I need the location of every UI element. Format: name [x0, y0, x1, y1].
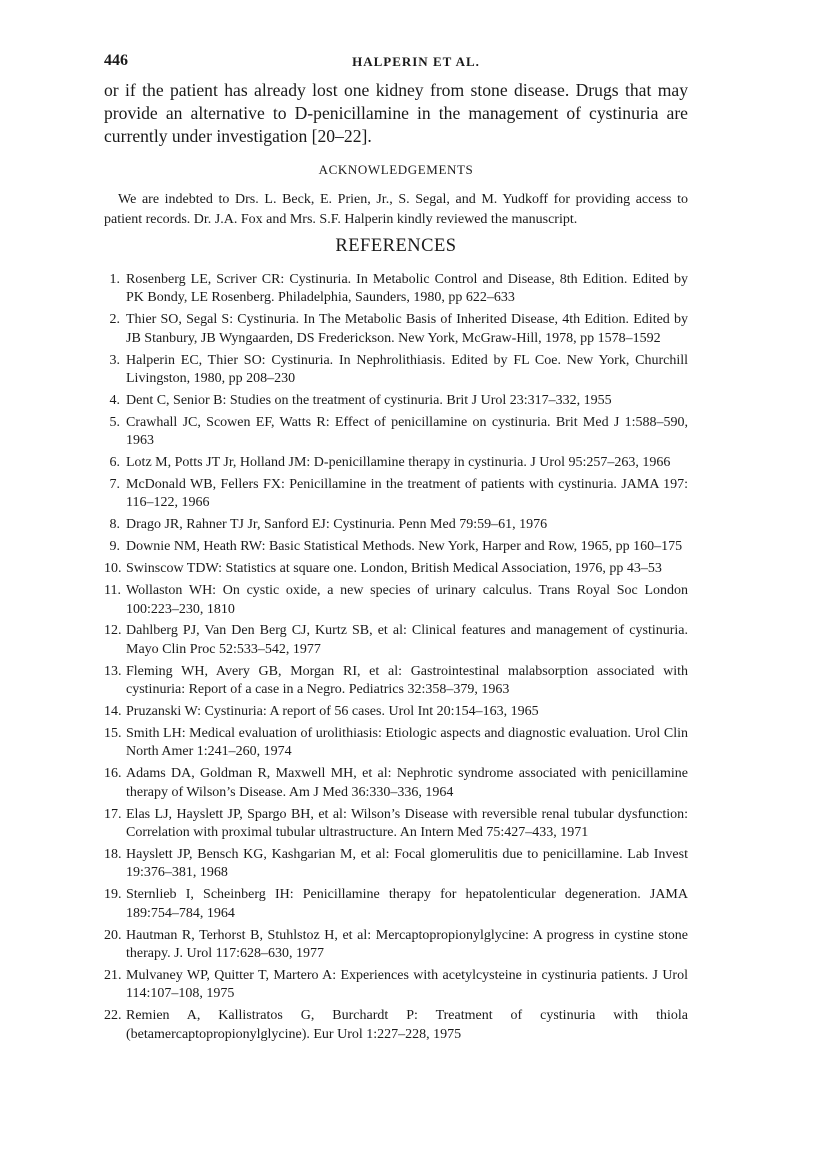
reference-number: 20.: [104, 927, 122, 943]
reference-number: 8.: [109, 517, 120, 533]
acknowledgements-heading: ACKNOWLEDGEMENTS: [318, 162, 474, 177]
acknowledgements-text: We are indebted to Drs. L. Beck, E. Prien, Jr., S. Segal, and M. Yudkoff for providing access to patient records. Dr. J.A. Fox and Mrs. S.F. Halperin kindly reviewed the manuscript.: [104, 192, 688, 227]
reference-text: Swinscow TDW: Statistics at square one. London, British Medical Association, 1976, pp 43–53: [126, 561, 662, 577]
reference-item: [104, 414, 688, 451]
reference-number: 17.: [104, 806, 122, 822]
reference-number: 2.: [109, 312, 120, 328]
reference-item: [104, 516, 688, 534]
reference-item: [104, 765, 688, 802]
reference-number: 3.: [109, 352, 120, 368]
reference-item: [104, 725, 688, 762]
reference-text: Remien A, Kallistratos G, Burchardt P: Treatment of cystinuria with thiola (betamercaptopropionylglycine). Eur Urol 1:227–228, 1975: [126, 1008, 688, 1042]
reference-item: [104, 582, 688, 619]
reference-number: 6.: [109, 455, 120, 471]
reference-text: Dahlberg PJ, Van Den Berg CJ, Kurtz SB, et al: Clinical features and management of cystinuria. Mayo Clin Proc 52:533–542, 1977: [126, 623, 688, 657]
reference-item: [104, 454, 688, 472]
reference-text: Crawhall JC, Scowen EF, Watts R: Effect of penicillamine on cystinuria. Brit Med J 1:588–590, 1963: [126, 414, 688, 449]
reference-text: Wollaston WH: On cystic oxide, a new species of urinary calculus. Trans Royal Soc London 100:223–230, 1810: [126, 583, 688, 617]
reference-item: [104, 476, 688, 513]
reference-item: [104, 806, 688, 843]
reference-number: 1.: [109, 272, 120, 287]
page-header: [104, 52, 688, 72]
reference-number: 13.: [104, 663, 122, 679]
reference-number: 18.: [104, 846, 122, 862]
reference-item: [104, 352, 688, 389]
reference-text: Thier SO, Segal S: Cystinuria. In The Metabolic Basis of Inherited Disease, 4th Edition. Edited by JB Stanbury, JB Wyngaarden, DS Frederickson. New York, McGraw-Hill, 1978, pp 1578–1592: [126, 312, 688, 346]
reference-item: [104, 622, 688, 659]
reference-number: 11.: [104, 583, 121, 599]
reference-number: 22.: [104, 1008, 122, 1024]
reference-number: 12.: [104, 623, 122, 639]
reference-text: Lotz M, Potts JT Jr, Holland JM: D-penicillamine therapy in cystinuria. J Urol 95:257–263, 1966: [126, 455, 671, 471]
reference-text: McDonald WB, Fellers FX: Penicillamine in the treatment of patients with cystinuria. JAMA 197: 116–122, 1966: [126, 477, 688, 511]
reference-number: 16.: [104, 766, 122, 782]
reference-text: Downie NM, Heath RW: Basic Statistical Methods. New York, Harper and Row, 1965, pp 160–175: [126, 539, 683, 555]
reference-list: [104, 271, 688, 1047]
reference-item: [104, 967, 688, 1004]
reference-text: Rosenberg LE, Scriver CR: Cystinuria. In Metabolic Control and Disease, 8th Edition. Edited by PK Bondy, LE Rosenberg. Philadelphia, Saunders, 1980, pp 622–633: [126, 272, 688, 306]
reference-number: 9.: [109, 539, 120, 555]
reference-text: Dent C, Senior B: Studies on the treatment of cystinuria. Brit J Urol 23:317–332, 1955: [126, 392, 612, 408]
reference-text: Fleming WH, Avery GB, Morgan RI, et al: Gastrointestinal malabsorption associated with cystinuria: Report of a case in a Negro. Pediatrics 32:358–379, 1963: [126, 663, 688, 698]
reference-item: [104, 886, 688, 923]
reference-item: [104, 846, 688, 883]
reference-number: 7.: [109, 477, 120, 493]
reference-item: [104, 560, 688, 578]
reference-item: [104, 538, 688, 556]
reference-text: Pruzanski W: Cystinuria: A report of 56 cases. Urol Int 20:154–163, 1965: [126, 704, 539, 720]
reference-item: [104, 271, 688, 308]
references-heading: REFERENCES: [335, 236, 457, 256]
reference-number: 19.: [104, 887, 122, 903]
reference-item: [104, 311, 688, 348]
reference-number: 10.: [104, 561, 122, 577]
reference-item: [104, 392, 688, 410]
reference-text: Hautman R, Terhorst B, Stuhlstoz H, et al: Mercaptopropionylglycine: A progress in cystine stone therapy. J. Urol 117:628–630, 1977: [126, 927, 688, 961]
reference-number: 5.: [109, 414, 120, 430]
reference-item: [104, 1007, 688, 1044]
reference-item: [104, 703, 688, 721]
reference-text: Sternlieb I, Scheinberg IH: Penicillamine therapy for hepatolenticular degeneration. JAMA 189:754–784, 1964: [126, 887, 688, 921]
reference-text: Mulvaney WP, Quitter T, Martero A: Experiences with acetylcysteine in cystinuria patients. J Urol 114:107–108, 1975: [126, 967, 688, 1002]
page-number: 446: [104, 52, 128, 69]
reference-number: 4.: [109, 392, 120, 408]
reference-text: Smith LH: Medical evaluation of urolithiasis: Etiologic aspects and diagnostic evaluation. Urol Clin North Amer 1:241–260, 1974: [126, 725, 688, 760]
running-head: HALPERIN ET AL.: [352, 54, 480, 69]
reference-item: [104, 927, 688, 964]
reference-text: Hayslett JP, Bensch KG, Kashgarian M, et al: Focal glomerulitis due to penicillamine. Lab Invest 19:376–381, 1968: [126, 846, 688, 881]
reference-number: 14.: [104, 704, 122, 720]
reference-text: Elas LJ, Hayslett JP, Spargo BH, et al: Wilson’s Disease with reversible renal tubular dysfunction: Correlation with proximal tubular ultrastructure. An Intern Med 75:427–433, 1971: [126, 806, 688, 840]
reference-number: 21.: [104, 967, 122, 983]
reference-text: Drago JR, Rahner TJ Jr, Sanford EJ: Cystinuria. Penn Med 79:59–61, 1976: [126, 517, 548, 533]
reference-text: Halperin EC, Thier SO: Cystinuria. In Nephrolithiasis. Edited by FL Coe. New York, Churchill Livingston, 1980, pp 208–230: [126, 352, 688, 387]
body-paragraph: or if the patient has already lost one kidney from stone disease. Drugs that may provide an alternative to D-penicillamine in the management of cystinuria are currently under investigation [20–22].: [104, 80, 688, 146]
reference-text: Adams DA, Goldman R, Maxwell MH, et al: Nephrotic syndrome associated with penicillamine therapy of Wilson’s Disease. Am J Med 36:330–336, 1964: [126, 766, 688, 800]
reference-item: [104, 663, 688, 700]
reference-number: 15.: [104, 725, 122, 741]
